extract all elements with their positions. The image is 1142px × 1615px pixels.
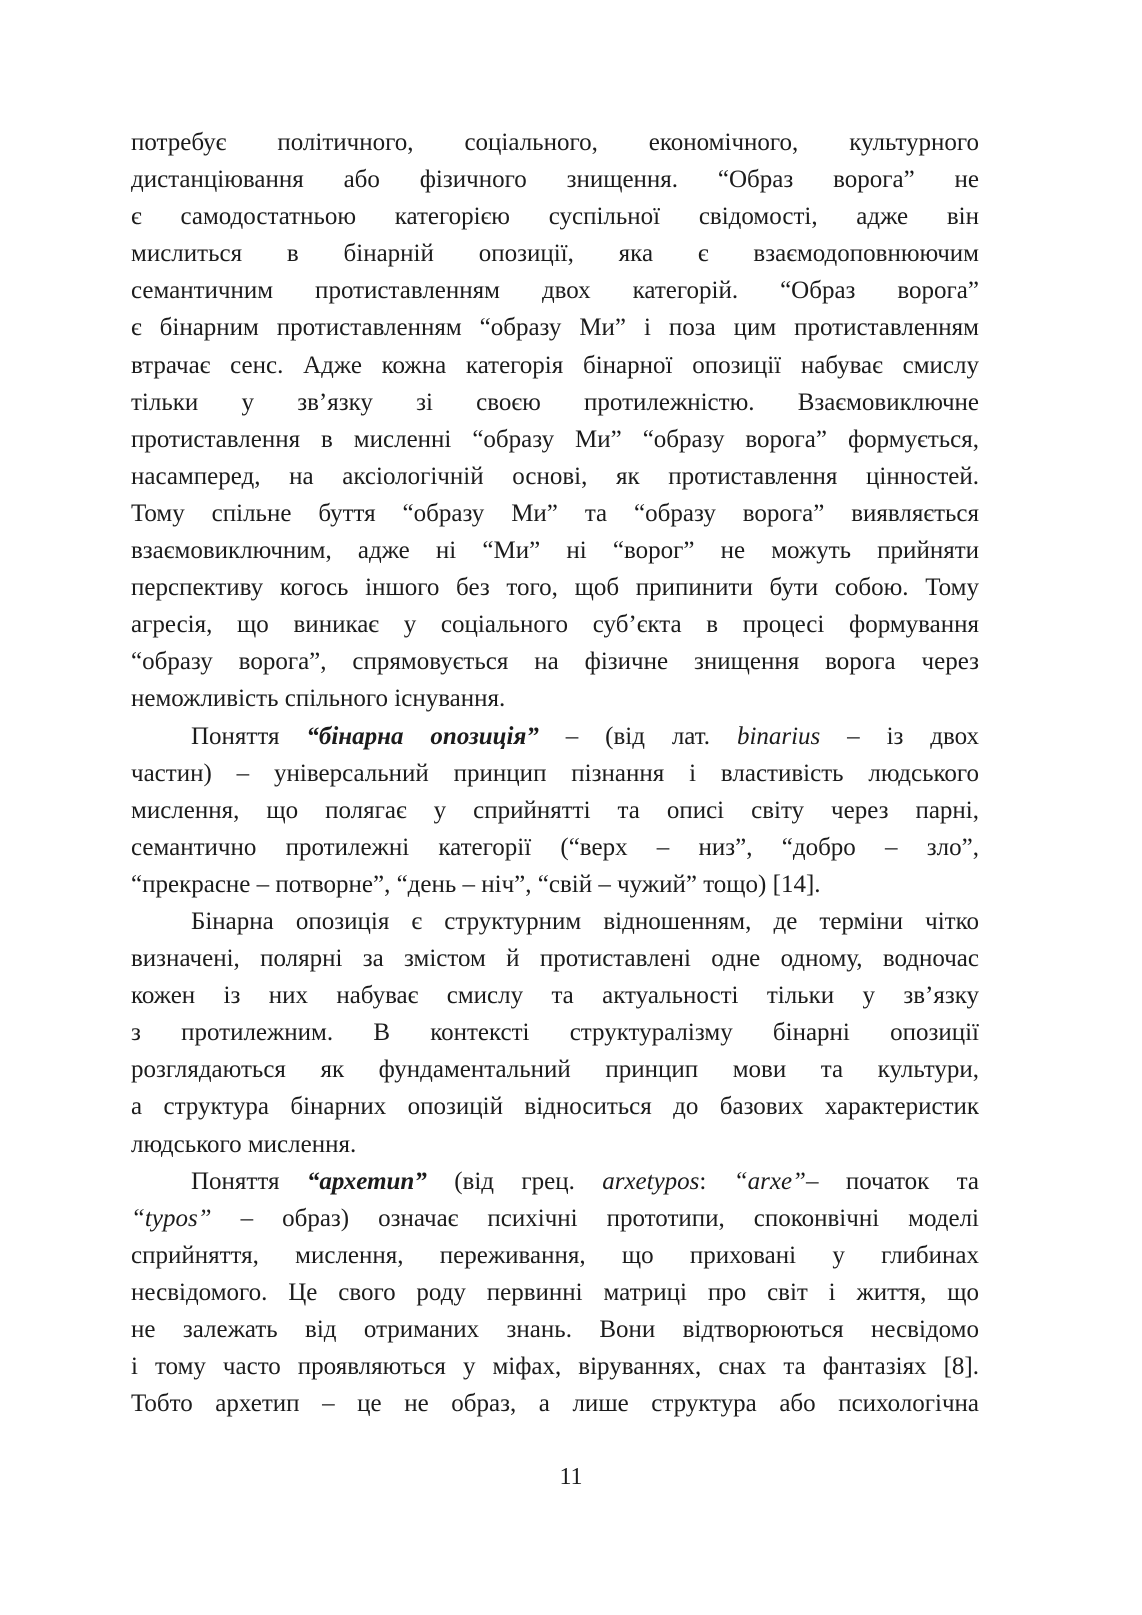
text-segment: мислення, що полягає у сприйнятті та описі світу через парні, (131, 796, 979, 824)
italic-term: binarius (736, 722, 821, 750)
text-segment: несвідомого. Це свого роду первинні матриці про світ і життя, що (131, 1278, 979, 1306)
text-line (131, 198, 979, 235)
text-segment: людського мислення. (131, 1130, 357, 1158)
text-segment: семантичним протиставленням двох категорій. “Образ ворога” (131, 277, 979, 305)
text-segment: взаємовиключним, адже ні “Ми” ні “ворог” не можуть прийняти (131, 537, 979, 565)
text-line (131, 903, 979, 940)
text-line (131, 235, 979, 272)
text-segment: є бінарним протиставленням “образу Ми” і поза цим протиставленням (131, 314, 979, 342)
text-segment: Тому спільне буття “образу Ми” та “образу ворога” виявляється (131, 499, 979, 527)
text-line (131, 124, 979, 161)
text-segment: Тобто архетип – це не образ, а лише структура або психологічна (131, 1390, 979, 1418)
text-line (131, 680, 979, 717)
paragraph (131, 124, 979, 718)
text-segment: – образ) означає психічні прототипи, споконвічні моделі (211, 1204, 979, 1232)
text-line (131, 309, 979, 346)
text-line (131, 829, 979, 866)
text-line (131, 384, 979, 421)
italic-term: “arxe” (733, 1167, 806, 1195)
text-segment: неможливість спільного існування. (131, 685, 506, 713)
text-segment: тільки у зв’язку зі своєю протилежністю. Взаємовиключне (131, 388, 979, 416)
text-line (131, 977, 979, 1014)
text-line (131, 1051, 979, 1088)
text-line (131, 421, 979, 458)
text-line (131, 718, 979, 755)
text-segment: Бінарна опозиція є структурним відношенням, де терміни чітко (191, 907, 979, 935)
page-body-text (131, 124, 979, 1422)
text-segment: не залежать від отриманих знань. Вони відтворюються несвідомо (131, 1316, 979, 1343)
text-segment: Поняття (191, 1167, 307, 1195)
text-line (131, 643, 979, 680)
text-segment: “прекрасне – потворне”, “день – ніч”, “свій – чужий” тощо) [14]. (131, 870, 821, 898)
text-line (131, 1385, 979, 1422)
text-segment: визначені, полярні за змістом й протиставлені одне одному, водночас (131, 945, 979, 973)
text-line (131, 272, 979, 309)
text-line (131, 792, 979, 829)
text-line (131, 1311, 979, 1348)
text-line (131, 347, 979, 384)
text-segment: з протилежним. В контексті структуралізму бінарні опозиції (131, 1019, 979, 1047)
text-segment: Поняття (191, 722, 307, 750)
text-segment: сприйняття, мислення, переживання, що приховані у глибинах (131, 1241, 979, 1269)
text-line (131, 161, 979, 198)
text-segment: частин) – універсальний принцип пізнання і властивість людського (131, 759, 979, 787)
text-line (131, 458, 979, 495)
text-line (131, 1163, 979, 1200)
text-segment: кожен із них набуває смислу та актуальності тільки у зв’язку (131, 982, 979, 1010)
text-segment: і тому часто проявляються у міфах, віруваннях, снах та фантазіях [8]. (131, 1353, 979, 1381)
text-line (131, 1274, 979, 1311)
text-line (131, 1014, 979, 1051)
text-segment: втрачає сенс. Адже кожна категорія бінарної опозиції набуває смислу (131, 351, 979, 379)
paragraph (131, 718, 979, 903)
text-line (131, 1348, 979, 1385)
italic-term: “typos” (131, 1204, 212, 1232)
italic-term: arxetypos (602, 1167, 700, 1195)
term-emphasis: “бінарна опозиція” (306, 722, 539, 750)
term-emphasis: “архетип” (306, 1167, 427, 1195)
text-segment: мислиться в бінарній опозиції, яка є взаємодоповнюючим (131, 240, 979, 268)
text-line (131, 1088, 979, 1125)
text-line (131, 1237, 979, 1274)
text-segment: дистанціювання або фізичного знищення. “Образ ворога” не (131, 166, 979, 194)
text-segment: протиставлення в мисленні “образу Ми” “образу ворога” формується, (131, 425, 979, 453)
text-line (131, 755, 979, 792)
text-line (131, 1200, 979, 1237)
text-segment: а структура бінарних опозицій відноситься до базових характеристик (131, 1093, 979, 1121)
text-line (131, 495, 979, 532)
text-line (131, 606, 979, 643)
text-segment: : (699, 1167, 734, 1195)
text-segment: – початок та (805, 1167, 979, 1195)
text-line (131, 866, 979, 903)
text-segment: потребує політичного, соціального, економічного, культурного (131, 129, 979, 156)
text-segment: “образу ворога”, спрямовується на фізичне знищення ворога через (131, 648, 979, 676)
paragraph (131, 1163, 979, 1423)
text-segment: розглядаються як фундаментальний принцип мови та культури, (131, 1056, 979, 1084)
text-line (131, 1126, 979, 1163)
text-line (131, 569, 979, 606)
text-segment: – (від лат. (538, 722, 737, 750)
text-line (131, 532, 979, 569)
text-segment: насамперед, на аксіологічній основі, як протиставлення цінностей. (131, 462, 979, 490)
text-segment: є самодостатньою категорією суспільної свідомості, адже він (131, 203, 979, 231)
text-segment: (від грец. (426, 1167, 603, 1195)
paragraph (131, 903, 979, 1163)
text-segment: семантично протилежні категорії (“верх – низ”, “добро – зло”, (131, 833, 979, 861)
page-number: 11 (559, 1464, 583, 1490)
text-segment: агресія, що виникає у соціального суб’єкта в процесі формування (131, 611, 979, 639)
text-segment: перспективу когось іншого без того, щоб припинити бути собою. Тому (131, 574, 979, 602)
text-line (131, 940, 979, 977)
text-segment: – із двох (820, 722, 979, 750)
